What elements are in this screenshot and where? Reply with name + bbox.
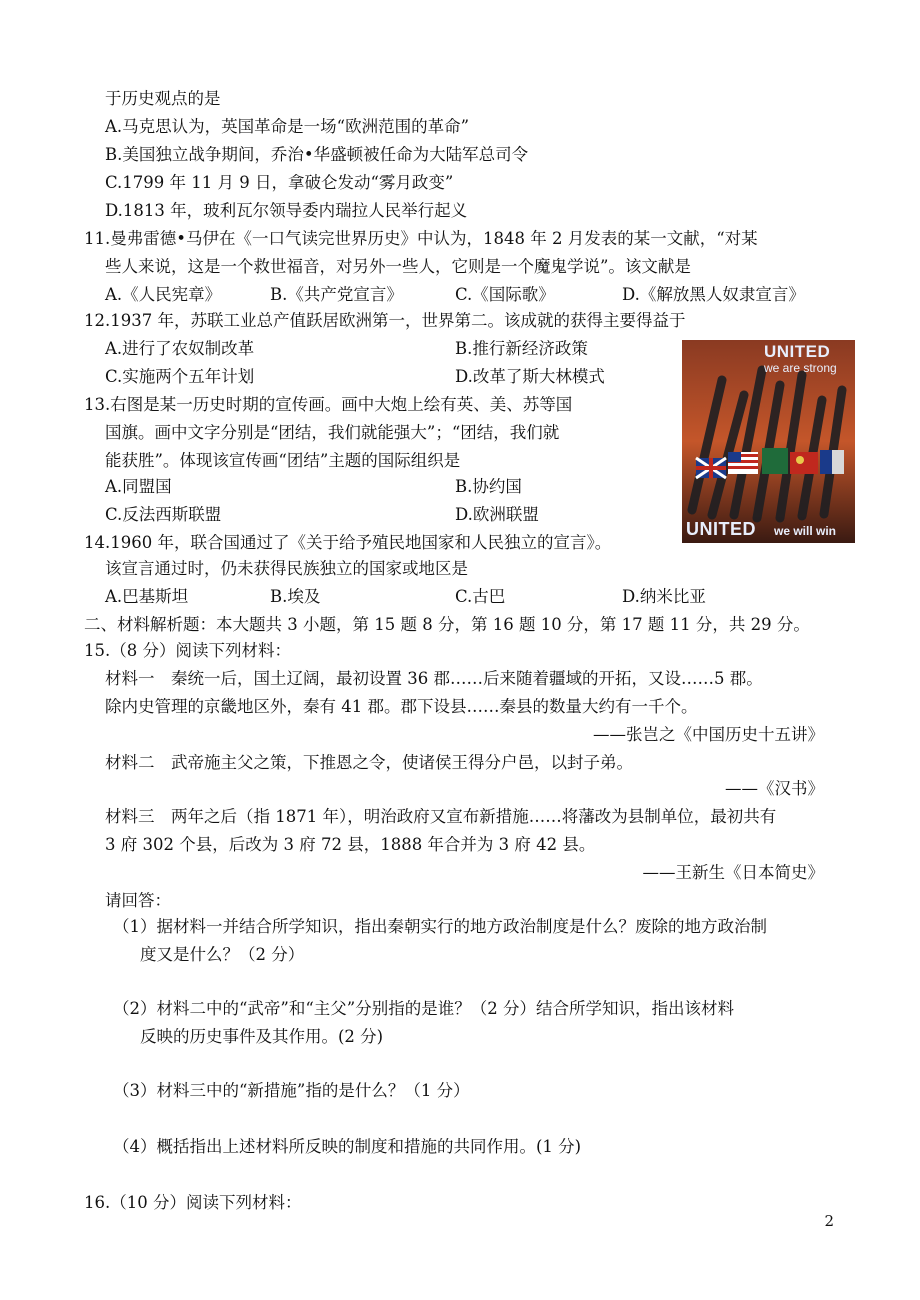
q16-heading: 16.（10 分）阅读下列材料：: [84, 1193, 302, 1212]
q11-option-a: A.《人民宪章》: [105, 285, 222, 304]
q13-option-d: D.欧洲联盟: [455, 505, 539, 524]
page-number: 2: [824, 1212, 834, 1230]
q14-stem-line1: 14.1960 年，联合国通过了《关于给予殖民地国家和人民独立的宣言》。: [84, 533, 612, 552]
q12-option-b: B.推行新经济政策: [455, 339, 588, 358]
q15-sub1-line1: （1）据材料一并结合所学知识，指出秦朝实行的地方政治制度是什么？废除的地方政治制: [113, 917, 767, 936]
q14-stem-line2: 该宣言通过时，仍未获得民族独立的国家或地区是: [105, 559, 468, 578]
q15-heading: 15.（8 分）阅读下列材料：: [84, 641, 291, 660]
q11-stem-line2: 些人来说，这是一个救世福音，对另外一些人，它则是一个魔鬼学说”。该文献是: [105, 257, 691, 276]
q13-option-b: B.协约国: [455, 477, 522, 496]
q13-stem-line2: 国旗。画中文字分别是“团结，我们就能强大”；“团结，我们就: [105, 423, 560, 442]
q11-option-d: D.《解放黑人奴隶宣言》: [622, 285, 805, 304]
q13-option-c: C.反法西斯联盟: [105, 505, 222, 524]
q11-stem-line1: 11.曼弗雷德•马伊在《一口气读完世界历史》中认为，1848 年 2 月发表的某一文献，“对某: [84, 229, 758, 248]
q15-material2-line1: 材料二 武帝施主父之策，下推恩之令，使诸侯王得分户邑，以封子弟。: [105, 753, 633, 772]
q15-material1-line1: 材料一 秦统一后，国土辽阔，最初设置 36 郡……后来随着疆域的开拓，又设……5 郡。: [105, 669, 763, 688]
q12-option-c: C.实施两个五年计划: [105, 367, 255, 386]
q15-prompt: 请回答：: [105, 891, 171, 910]
q10-tail: 于历史观点的是: [105, 89, 221, 108]
q15-material1-line2: 除内史管理的京畿地区外，秦有 41 郡。郡下设县……秦县的数量大约有一千个。: [105, 697, 698, 716]
q15-sub2-line1: （2）材料二中的“武帝”和“主父”分别指的是谁？（2 分）结合所学知识，指出该材料: [113, 999, 734, 1018]
q13-option-a: A.同盟国: [105, 477, 172, 496]
q11-option-b: B.《共产党宣言》: [270, 285, 403, 304]
section2-heading: 二、材料解析题：本大题共 3 小题，第 15 题 8 分，第 16 题 10 分，第 17 题 11 分，共 29 分。: [84, 615, 810, 634]
poster-bottom-subtitle: we will win: [774, 524, 837, 538]
poster-top-subtitle: we are strong: [764, 361, 837, 375]
wartime-propaganda-poster: [682, 340, 855, 543]
poster-top-title: UNITED: [764, 342, 831, 361]
q11-option-c: C.《国际歌》: [455, 285, 555, 304]
q15-material3-line1: 材料三 两年之后（指 1871 年），明治政府又宣布新措施……将藩改为县制单位，最初共有: [105, 807, 777, 826]
q14-option-d: D.纳米比亚: [622, 587, 706, 606]
q10-option-a: A.马克思认为，英国革命是一场“欧洲范围的革命”: [105, 117, 470, 136]
q15-sub4: （4）概括指出上述材料所反映的制度和措施的共同作用。(1 分): [113, 1137, 582, 1156]
q15-sub1-line2: 度又是什么？（2 分）: [140, 945, 305, 964]
q15-material3-source: ——王新生《日本简史》: [642, 863, 824, 882]
q12-option-a: A.进行了农奴制改革: [105, 339, 255, 358]
q15-material3-line2: 3 府 302 个县，后改为 3 府 72 县，1888 年合并为 3 府 42 县。: [105, 835, 596, 854]
q15-sub3: （3）材料三中的“新措施”指的是什么？（1 分）: [113, 1081, 470, 1100]
q10-option-c: C.1799 年 11 月 9 日，拿破仑发动“雾月政变”: [105, 173, 454, 192]
q15-sub2-line2: 反映的历史事件及其作用。(2 分): [140, 1027, 384, 1046]
q12-option-d: D.改革了斯大林模式: [455, 367, 605, 386]
q14-option-b: B.埃及: [270, 587, 321, 606]
q10-option-b: B.美国独立战争期间，乔治•华盛顿被任命为大陆军总司令: [105, 145, 529, 164]
q14-option-a: A.巴基斯坦: [105, 587, 189, 606]
q10-option-d: D.1813 年，玻利瓦尔领导委内瑞拉人民举行起义: [105, 201, 468, 220]
q13-stem-line3: 能获胜”。体现该宣传画“团结”主题的国际组织是: [105, 451, 461, 470]
q15-material1-source: ——张岂之《中国历史十五讲》: [593, 725, 824, 744]
q12-stem: 12.1937 年，苏联工业总产值跃居欧洲第一，世界第二。该成就的获得主要得益于: [84, 311, 686, 330]
q15-material2-source: ——《汉书》: [725, 779, 824, 798]
q13-stem-line1: 13.右图是某一历史时期的宣传画。画中大炮上绘有英、美、苏等国: [84, 395, 573, 414]
poster-bottom-title: UNITED: [686, 519, 756, 539]
q14-option-c: C.古巴: [455, 587, 506, 606]
